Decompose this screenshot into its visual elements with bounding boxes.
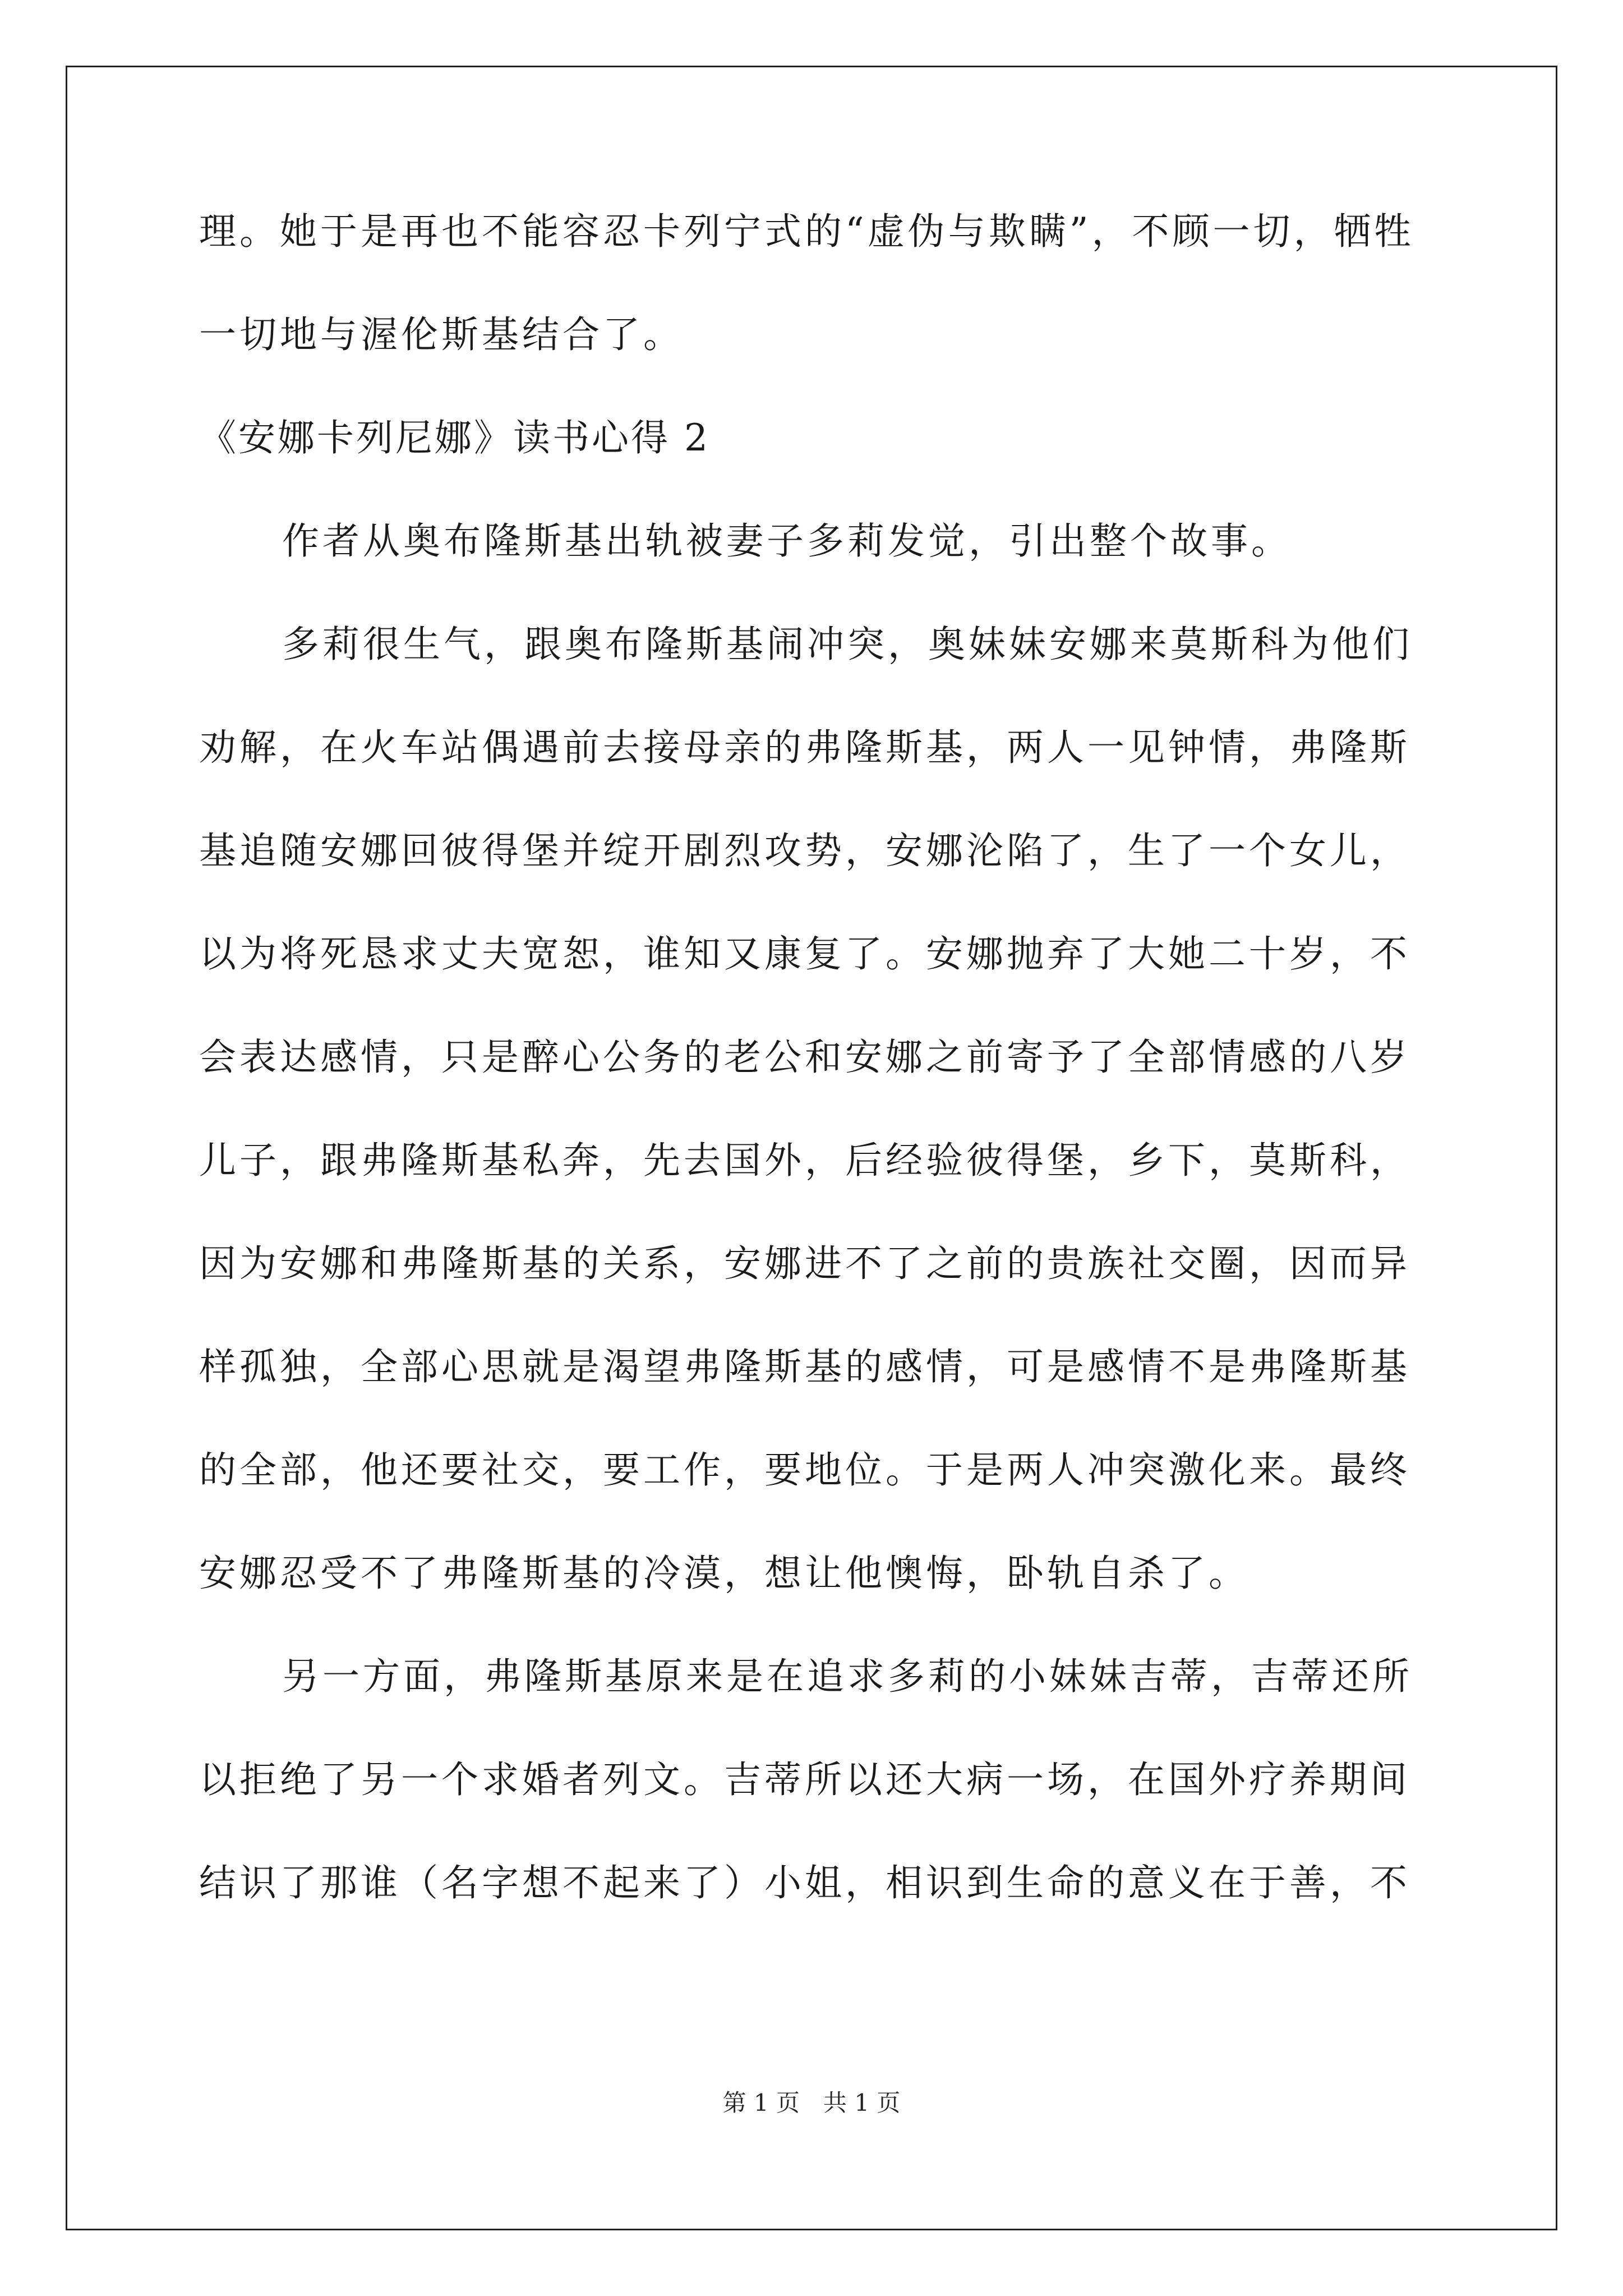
paragraph-first-line: 另一方面，弗隆斯基原来是在追求多莉的小妹妹吉蒂，吉蒂还所 — [282, 1655, 1413, 1698]
text-line: 会表达感情，只是醉心公务的老公和安娜之前寄予了全部情感的八岁 — [199, 1036, 1410, 1079]
document-body — [199, 210, 1427, 1968]
text-line: 以为将死恳求丈夫宽恕，谁知又康复了。安娜抛弃了大她二十岁，不 — [199, 932, 1410, 976]
text-line: 基追随安娜回彼得堡并绽开剧烈攻势，安娜沦陷了，生了一个女儿， — [199, 829, 1410, 872]
text-line: 以拒绝了另一个求婚者列文。吉蒂所以还大病一场，在国外疗养期间 — [199, 1758, 1410, 1801]
section-heading: 《安娜卡列尼娜》读书心得 2 — [199, 416, 710, 459]
text-line: 结识了那谁（名字想不起来了）小姐，相识到生命的意义在于善，不 — [199, 1861, 1410, 1904]
text-line: 样孤独，全部心思就是渴望弗隆斯基的感情，可是感情不是弗隆斯基 — [199, 1345, 1410, 1388]
text-line: 因为安娜和弗隆斯基的关系，安娜进不了之前的贵族社交圈，因而异 — [199, 1242, 1410, 1285]
page-number-footer: 第 1 页 共 1 页 — [722, 2089, 901, 2116]
text-line: 理。她于是再也不能容忍卡列宁式的“虚伪与欺瞒”，不顾一切，牺牲 — [199, 210, 1415, 253]
paragraph-first-line: 作者从奥布隆斯基出轨被妻子多莉发觉，引出整个故事。 — [282, 519, 1292, 563]
text-line: 安娜忍受不了弗隆斯基的冷漠，想让他懊悔，卧轨自杀了。 — [199, 1552, 1249, 1595]
text-line: 的全部，他还要社交，要工作，要地位。于是两人冲突激化来。最终 — [199, 1448, 1410, 1492]
text-line: 一切地与渥伦斯基结合了。 — [199, 313, 684, 356]
text-line: 儿子，跟弗隆斯基私奔，先去国外，后经验彼得堡，乡下，莫斯科， — [199, 1139, 1410, 1182]
paragraph-first-line: 多莉很生气，跟奥布隆斯基闹冲突，奥妹妹安娜来莫斯科为他们 — [282, 623, 1413, 666]
text-line: 劝解，在火车站偶遇前去接母亲的弗隆斯基，两人一见钟情，弗隆斯 — [199, 726, 1410, 769]
